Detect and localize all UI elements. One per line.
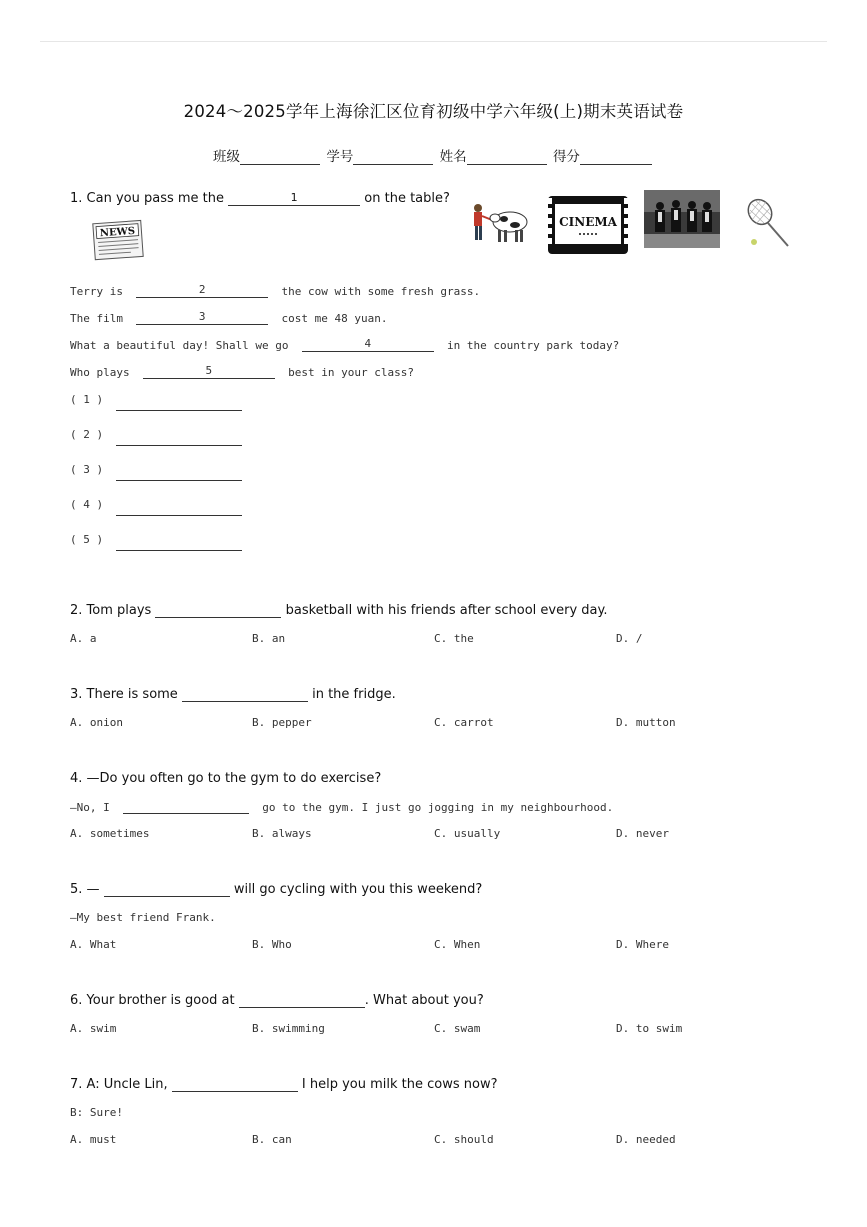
- question-3-blank[interactable]: [182, 688, 308, 702]
- q5-reply: —My best friend Frank.: [70, 911, 216, 924]
- q1-sentence-4: What a beautiful day! Shall we go 4 in the country park today?: [70, 337, 620, 352]
- q7-option-d[interactable]: D. needed: [616, 1133, 676, 1146]
- q7-option-a[interactable]: A. must: [70, 1133, 117, 1146]
- q1-blank-4[interactable]: 4: [302, 338, 434, 352]
- answer-label-2: ( 2 ): [70, 428, 104, 441]
- class-field[interactable]: [240, 150, 320, 165]
- page-top-rule: [40, 41, 827, 42]
- q2-option-a[interactable]: A. a: [70, 632, 97, 645]
- question-6-blank[interactable]: [239, 994, 365, 1008]
- q1-sentence-2: Terry is 2 the cow with some fresh grass.: [70, 283, 481, 298]
- q1-sentence-5: Who plays 5 best in your class?: [70, 364, 414, 379]
- q7-option-c[interactable]: C. should: [434, 1133, 494, 1146]
- q2-option-c[interactable]: C. the: [434, 632, 474, 645]
- q6-option-c[interactable]: C. swam: [434, 1022, 481, 1035]
- q4-option-c[interactable]: C. usually: [434, 827, 501, 840]
- question-6-stem: 6. Your brother is good at . What about you?: [70, 993, 484, 1008]
- answer-label-1: ( 1 ): [70, 393, 104, 406]
- answer-line-1[interactable]: [116, 410, 242, 411]
- newspaper-icon: [90, 218, 148, 262]
- answer-line-5[interactable]: [116, 550, 242, 551]
- q7-reply: B: Sure!: [70, 1106, 123, 1119]
- question-4-stem: 4. —Do you often go to the gym to do exercise?: [70, 771, 382, 786]
- q4-option-a[interactable]: A. sometimes: [70, 827, 150, 840]
- svg-text:CINEMA: CINEMA: [559, 215, 617, 229]
- question-2-stem: 2. Tom plays basketball with his friends after school every day.: [70, 603, 608, 618]
- question-2-blank[interactable]: [155, 604, 281, 618]
- answer-label-3: ( 3 ): [70, 463, 104, 476]
- question-7-blank[interactable]: [172, 1078, 298, 1092]
- people-walking-photo: [644, 190, 720, 248]
- q3-option-b[interactable]: B. pepper: [252, 716, 312, 729]
- answer-line-4[interactable]: [116, 515, 242, 516]
- question-7-stem: 7. A: Uncle Lin, I help you milk the cows now?: [70, 1077, 498, 1092]
- student-info-row: [0, 145, 867, 165]
- q3-option-c[interactable]: C. carrot: [434, 716, 494, 729]
- answer-line-3[interactable]: [116, 480, 242, 481]
- student-number-label: 学号: [326, 149, 354, 165]
- q3-option-d[interactable]: D. mutton: [616, 716, 676, 729]
- student-number-field[interactable]: [353, 150, 433, 165]
- q5-option-a[interactable]: A. What: [70, 938, 117, 951]
- answer-label-4: ( 4 ): [70, 498, 104, 511]
- score-label: 得分: [552, 149, 580, 165]
- q6-option-a[interactable]: A. swim: [70, 1022, 117, 1035]
- q3-option-a[interactable]: A. onion: [70, 716, 123, 729]
- score-field[interactable]: [580, 150, 652, 165]
- q2-option-b[interactable]: B. an: [252, 632, 286, 645]
- q5-option-b[interactable]: B. Who: [252, 938, 292, 951]
- question-5-stem: 5. — will go cycling with you this weekend?: [70, 882, 483, 897]
- svg-text:NEWS: NEWS: [99, 225, 136, 240]
- question-1-stem: 1. Can you pass me the 1 on the table?: [70, 191, 450, 206]
- question-1-blank[interactable]: 1: [228, 192, 360, 206]
- name-label: 姓名: [439, 149, 467, 165]
- q6-option-b[interactable]: B. swimming: [252, 1022, 325, 1035]
- q5-option-c[interactable]: C. When: [434, 938, 481, 951]
- q1-sentence-3: The film 3 cost me 48 yuan.: [70, 310, 388, 325]
- q4-reply: —No, I go to the gym. I just go jogging in my neighbourhood.: [70, 801, 614, 814]
- q4-option-b[interactable]: B. always: [252, 827, 312, 840]
- q4-option-d[interactable]: D. never: [616, 827, 669, 840]
- q6-option-d[interactable]: D. to swim: [616, 1022, 683, 1035]
- exam-title: 2024～2025学年上海徐汇区位育初级中学六年级(上)期末英语试卷: [183, 102, 684, 121]
- boy-feeding-cow-icon: [468, 198, 532, 248]
- answer-label-5: ( 5 ): [70, 533, 104, 546]
- class-label: 班级: [213, 149, 241, 165]
- cinema-ticket-icon: [547, 194, 629, 256]
- q5-option-d[interactable]: D. Where: [616, 938, 669, 951]
- tennis-racket-icon: [744, 196, 792, 250]
- q1-blank-2[interactable]: 2: [136, 284, 268, 298]
- q7-option-b[interactable]: B. can: [252, 1133, 292, 1146]
- question-4-blank[interactable]: [123, 800, 249, 814]
- answer-line-2[interactable]: [116, 445, 242, 446]
- question-3-stem: 3. There is some in the fridge.: [70, 687, 396, 702]
- name-field[interactable]: [467, 150, 547, 165]
- q1-blank-3[interactable]: 3: [136, 311, 268, 325]
- q2-option-d[interactable]: D. /: [616, 632, 643, 645]
- q1-blank-5[interactable]: 5: [143, 365, 275, 379]
- question-5-blank[interactable]: [104, 883, 230, 897]
